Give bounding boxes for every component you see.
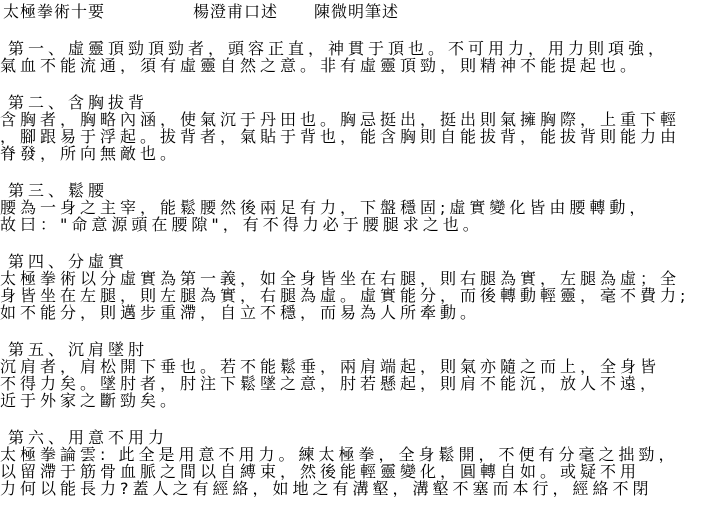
- narrator-credit: 楊澄甫口述: [193, 2, 279, 21]
- text-line: 太極拳論雲: 此全是用意不用力。練太極拳，全身鬆開，不便有分毫之拙勁，: [0, 446, 679, 463]
- text-line: 故曰："命意源頭在腰隙"，有不得力必于腰腿求之也。: [0, 216, 483, 233]
- text-line: 身皆坐在左腿，則左腿為實，右腿為虛。虛實能分，而後轉動輕靈，毫不費力;: [0, 287, 690, 304]
- document-header: [0, 3, 720, 20]
- text-line: 腰為一身之主宰，能鬆腰然後兩足有力，下盤穩固;虛實變化皆由腰轉動，: [0, 199, 650, 216]
- text-line: 力何以能長力?蓋人之有經絡，如地之有溝壑，溝壑不塞而本行，經絡不閉: [0, 480, 653, 497]
- section-2: [0, 94, 720, 162]
- section-4: [0, 253, 720, 321]
- section-5: [0, 341, 720, 409]
- text-line: 脊發，所向無敵也。: [0, 145, 181, 162]
- text-line: 不得力矣。墜肘者，肘注下鬆墜之意，肘若懸起，則肩不能沉，放人不遠，: [0, 375, 661, 392]
- text-line: 太極拳術以分虛實為第一義，如全身皆坐在右腿，則右腿為實，左腿為虛；全: [0, 270, 681, 287]
- section-5-heading: 第五、沉肩墜肘: [8, 341, 149, 358]
- transcriber-credit: 陳微明筆述: [314, 2, 400, 21]
- section-1: [0, 40, 720, 74]
- section-6-heading: 第六、用意不用力: [8, 429, 169, 446]
- text-line: 沉肩者，肩松開下垂也。若不能鬆垂，兩肩端起，則氣亦隨之而上，全身皆: [0, 358, 661, 375]
- section-3-heading: 第三、鬆腰: [8, 182, 109, 199]
- text-line: 以留滯于筋骨血脈之間以自縛束，然後能輕靈變化，圓轉自如。或疑不用: [0, 463, 641, 480]
- section-4-heading: 第四、分虛實: [8, 253, 129, 270]
- section-3: [0, 182, 720, 233]
- text-line: ，腳跟易于浮起。拔背者，氣貼于背也，能含胸則自能拔背，能拔背則能力由: [0, 128, 681, 145]
- section-2-heading: 第二、含胸拔背: [8, 94, 149, 111]
- text-line: 含胸者，胸略內涵，使氣沉于丹田也。胸忌挺出，挺出則氣擁胸際，上重下輕: [0, 111, 681, 128]
- text-line: 近于外家之斷勁矣。: [0, 392, 181, 409]
- document-title: 太極拳術十要: [3, 2, 106, 21]
- section-6: [0, 429, 720, 497]
- text-line: 如不能分，則邁步重滯，自立不穩，而易為人所牽動。: [0, 304, 481, 321]
- text-line: 氣血不能流通，須有虛靈自然之意。非有虛靈頂勁，則精神不能提起也。: [0, 57, 641, 74]
- section-1-heading-line: 第一、虛靈頂勁頂勁者，頭容正直，神貫于頂也。不可用力，用力則項強，: [8, 40, 669, 57]
